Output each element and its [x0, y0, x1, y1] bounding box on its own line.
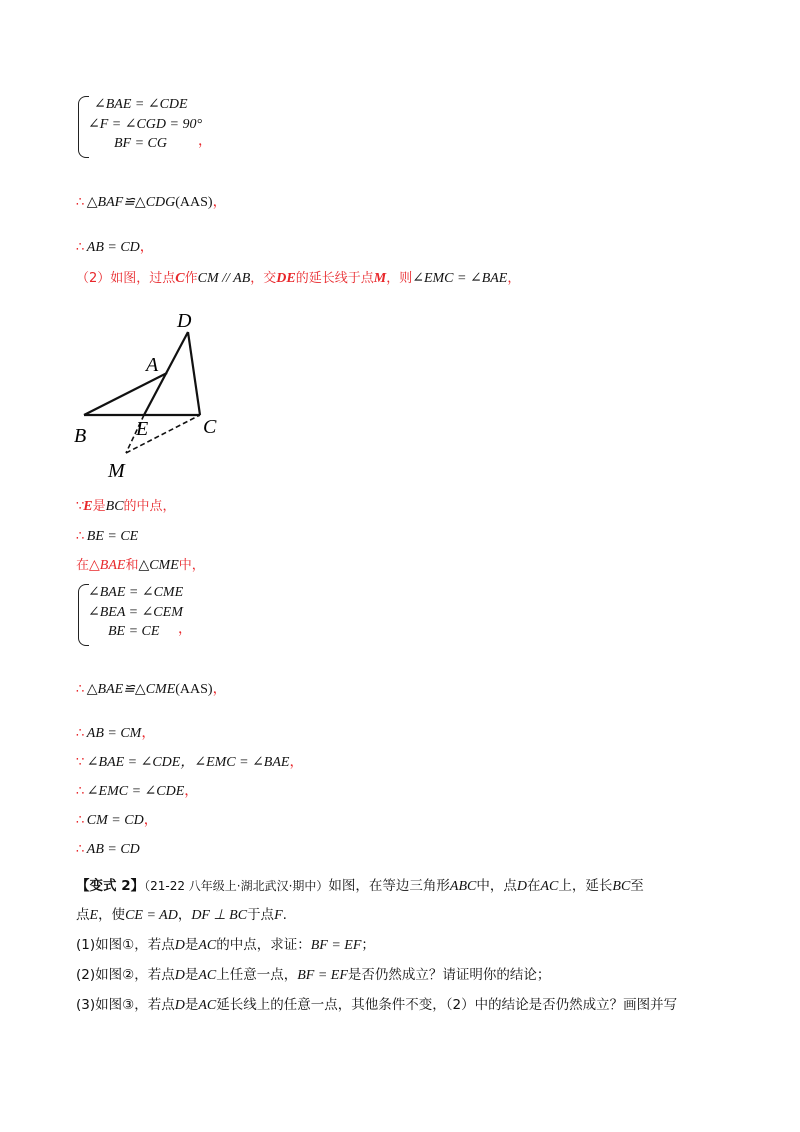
- variant-line-2: 点E，使CE = AD，DF ⊥ BC于点F.: [76, 907, 287, 923]
- trailing: ，: [212, 195, 227, 210]
- system-row: ∠F = ∠CGD = 90°: [88, 117, 203, 132]
- conclusion-congruence-2: ∴ △BAE≌△CME(AAS)，: [76, 682, 227, 697]
- expression: △BAF≌△CDG: [86, 195, 176, 210]
- question-3: (3)如图③，若点D是AC延长线上的任意一点，其他条件不变，（2）中的结论是否仍然成立？画图并写: [76, 997, 678, 1013]
- geometry-figure: [70, 305, 240, 485]
- step: ∴ ∠EMC = ∠CDE，: [76, 784, 199, 799]
- step: ∴ AB = CD: [76, 842, 140, 857]
- system-row: BE = CE: [108, 624, 160, 639]
- label-b: B: [74, 425, 87, 447]
- trailing: ，: [139, 240, 154, 255]
- equation-system-2: [78, 584, 218, 648]
- step: ∴ CM = CD，: [76, 813, 158, 828]
- system-row: ∠BEA = ∠CEM: [88, 605, 183, 620]
- system-row: BF = CG: [114, 136, 167, 151]
- segment-dc: [188, 332, 200, 415]
- label-a: A: [146, 354, 159, 376]
- step: ∵ ∠BAE = ∠CDE，∠EMC = ∠BAE，: [76, 755, 304, 770]
- expression: AB = CD: [86, 240, 140, 255]
- question-1: (1)如图①，若点D是AC的中点，求证：BF = EF；: [76, 937, 375, 953]
- trailing-comma: ，: [198, 134, 212, 149]
- system-row: ∠BAE = ∠CDE: [94, 97, 188, 112]
- conclusion-ab-cd: [76, 238, 154, 258]
- label-e: E: [136, 418, 149, 440]
- part-2-statement: （2）如图，过点C作CM // AB，交DE的延长线于点M，则∠EMC = ∠BAE，: [76, 271, 521, 286]
- because-e-midpoint: ∵E是BC的中点，: [76, 499, 176, 514]
- therefore-symbol: ∴: [76, 195, 84, 210]
- question-2: (2)如图②，若点D是AC上任意一点，BF = EF是否仍然成立？请证明你的结论；: [76, 967, 551, 983]
- equation-system-1: [78, 96, 218, 160]
- label-c: C: [203, 416, 217, 438]
- label-m: M: [108, 460, 125, 482]
- in-triangles: 在△BAE和△CME中，: [76, 558, 205, 573]
- label-d: D: [177, 310, 192, 332]
- trailing-comma: ，: [178, 622, 192, 637]
- conclusion-congruence-1: [76, 193, 227, 213]
- variant-line-1: 【变式 2】（21-22 八年级上·湖北武汉·期中）如图，在等边三角形ABC中，点D在AC上，延长BC至: [76, 878, 644, 894]
- therefore-be-ce: ∴ BE = CE: [76, 529, 139, 544]
- reason: (AAS): [175, 195, 213, 210]
- system-row: ∠BAE = ∠CME: [88, 585, 184, 600]
- step: ∴ AB = CM，: [76, 726, 156, 741]
- therefore-symbol: ∴: [76, 240, 84, 255]
